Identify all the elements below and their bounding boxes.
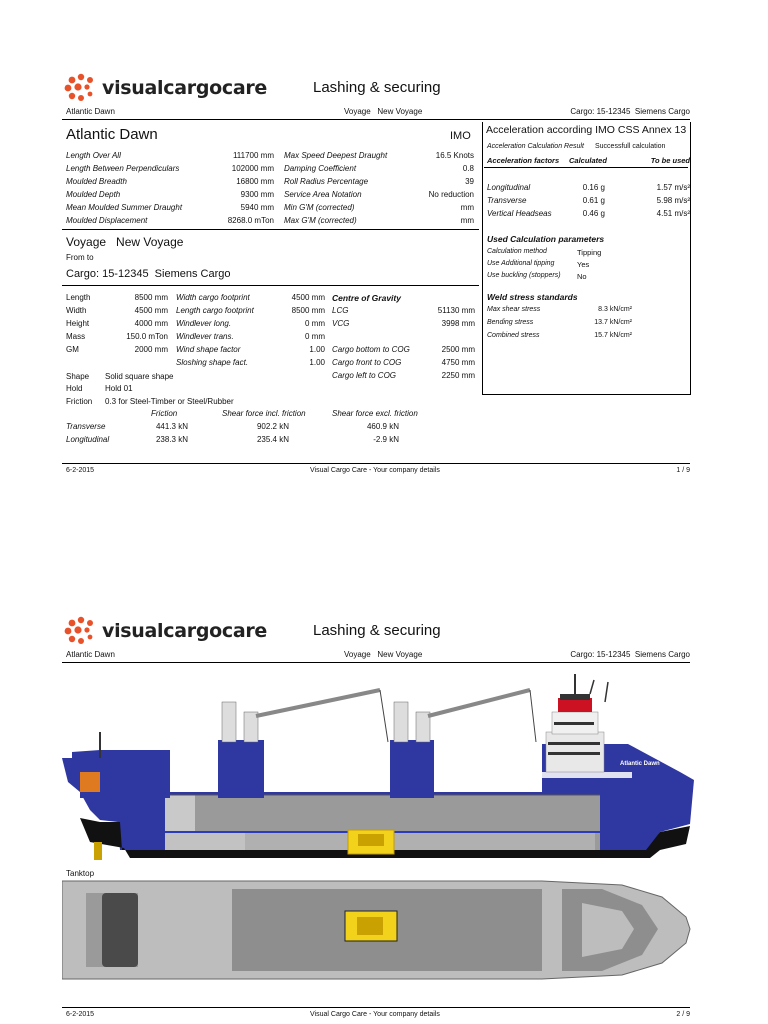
row-value: 3998 mm [441, 319, 475, 328]
row-label: Length Between Perpendiculars [66, 164, 180, 173]
footer-date-1: 6-2-2015 [66, 467, 95, 474]
brand-logo [64, 73, 267, 103]
accel-box-right [690, 122, 691, 395]
row-label: Length cargo footprint [176, 306, 254, 315]
row-value: 5940 mm [240, 203, 274, 212]
row-value: 16800 mm [236, 177, 274, 186]
voyage-from-to: From to [66, 253, 94, 262]
shape-value: Solid square shape [105, 372, 174, 381]
hold-value: Hold 01 [105, 384, 133, 393]
row-label: Damping Coefficient [284, 164, 357, 173]
footer-date-2: 6-2-2015 [66, 1011, 95, 1018]
cog-title: Centre of Gravity [332, 293, 401, 303]
voyage-title: Voyage New Voyage [66, 235, 184, 249]
row-value: 4500 mm [134, 306, 168, 315]
row-value: Tipping [577, 248, 602, 257]
header-voyage: Voyage New Voyage [344, 107, 423, 116]
ship-side-view [60, 672, 694, 868]
header-cargo: Cargo: 15-12345 Siemens Cargo [570, 107, 690, 116]
hull-name-label: Atlantic Dawn [620, 761, 660, 767]
row-label: LCG [332, 306, 349, 315]
row-value: 0 mm [305, 332, 325, 341]
accel-row-label: Vertical Headseas [487, 209, 552, 218]
footer-rule-2 [62, 1007, 690, 1008]
row-value: 4000 mm [134, 319, 168, 328]
row-value: 0 mm [305, 319, 325, 328]
ship-rule [62, 229, 479, 230]
row-label: Mass [66, 332, 86, 341]
accel-calculated: 0.46 g [582, 209, 605, 218]
row-value: 1.00 [309, 345, 325, 354]
row-value: 16.5 Knots [435, 151, 474, 160]
row-label: Combined stress [487, 332, 540, 339]
row-label: Width cargo footprint [176, 293, 250, 302]
row-label: GM [66, 345, 79, 354]
row-label: Use buckling (stoppers) [487, 272, 561, 279]
header-voyage-2: Voyage New Voyage [344, 650, 423, 659]
row-label: Cargo front to COG [332, 358, 402, 367]
accel-row-label: Longitudinal [487, 183, 531, 192]
row-label: Windlever long. [176, 319, 232, 328]
row-value: 111700 mm [232, 151, 274, 160]
friction-header-incl: Shear force incl. friction [222, 409, 306, 418]
shear-excl-value: -2.9 kN [373, 435, 399, 444]
accel-title: Acceleration according IMO CSS Annex 13 [486, 124, 687, 136]
row-value: 2500 mm [441, 345, 475, 354]
row-value: 4500 mm [291, 293, 325, 302]
header-rule [62, 119, 690, 120]
footer-page-1: 1 / 9 [676, 467, 690, 474]
accel-result-value: Successfull calculation [595, 143, 666, 150]
row-label: Moulded Breadth [66, 177, 127, 186]
row-label: Min G'M (corrected) [284, 203, 355, 212]
row-label: Length Over All [66, 151, 121, 160]
friction-row-label: Longitudinal [66, 435, 110, 444]
shear-incl-value: 235.4 kN [256, 435, 289, 444]
params-title: Used Calculation parameters [487, 234, 605, 244]
accel-box-left [482, 122, 483, 395]
friction-label: Friction [66, 397, 93, 406]
logo-dots-icon [64, 616, 98, 646]
row-value: No [577, 272, 587, 281]
logo-dots-icon [64, 73, 98, 103]
row-value: 9300 mm [240, 190, 274, 199]
footer-company-1: Visual Cargo Care - Your company details [310, 467, 440, 474]
row-label: Max Speed Deepest Draught [284, 151, 388, 160]
accel-to-be-used: 5.98 m/s² [656, 196, 690, 205]
row-label: Bending stress [487, 319, 534, 326]
row-label: Max shear stress [487, 306, 541, 313]
friction-header-excl: Shear force excl. friction [332, 409, 418, 418]
tanktop-plan-view [62, 879, 694, 981]
friction-value: 238.3 kN [155, 435, 188, 444]
brand-logo-2 [64, 616, 267, 646]
row-label: Cargo left to COG [332, 371, 397, 380]
row-value: 0.8 [462, 164, 474, 173]
accel-box-bottom [482, 394, 690, 395]
row-label: Moulded Displacement [66, 216, 148, 225]
shear-excl-value: 460.9 kN [366, 422, 399, 431]
row-value: 51130 mm [437, 306, 475, 315]
friction-row-label: Transverse [66, 422, 106, 431]
row-value: 150.0 mTon [126, 332, 168, 341]
row-value: 2000 mm [134, 345, 168, 354]
footer-rule-1 [62, 463, 690, 464]
row-value: 15.7 kN/cm² [594, 332, 632, 339]
footer-page-2: 2 / 9 [676, 1011, 690, 1018]
hold-label: Hold [66, 384, 83, 393]
shear-incl-value: 902.2 kN [256, 422, 289, 431]
row-label: Calculation method [487, 248, 547, 255]
row-value: 2250 mm [441, 371, 475, 380]
row-value: 8500 mm [134, 293, 168, 302]
accel-result-label: Acceleration Calculation Result [487, 143, 584, 150]
weld-title: Weld stress standards [487, 292, 578, 302]
friction-header-friction: Friction [151, 409, 178, 418]
row-label: Width [66, 306, 87, 315]
tanktop-label: Tanktop [66, 869, 95, 878]
row-label: Height [66, 319, 90, 328]
brand-name-2: visualcargocare [102, 620, 268, 642]
header-ship: Atlantic Dawn [66, 107, 115, 116]
row-label: Wind shape factor [176, 345, 241, 354]
row-label: Roll Radius Percentage [284, 177, 369, 186]
cargo-rule [62, 285, 479, 286]
header-rule-2 [62, 662, 690, 663]
row-label: Cargo bottom to COG [332, 345, 410, 354]
row-label: VCG [332, 319, 350, 328]
accel-calculated: 0.61 g [582, 196, 605, 205]
row-label: Moulded Depth [66, 190, 121, 199]
row-value: 1.00 [309, 358, 325, 367]
row-label: Use Additional tipping [487, 260, 555, 267]
friction-value: 441.3 kN [155, 422, 188, 431]
accel-header-calculated: Calculated [569, 156, 607, 165]
row-label: Mean Moulded Summer Draught [66, 203, 183, 212]
accel-header-factors: Acceleration factors [487, 156, 560, 165]
row-label: Windlever trans. [176, 332, 234, 341]
ship-name: Atlantic Dawn [66, 126, 158, 143]
shape-label: Shape [66, 372, 90, 381]
brand-name: visualcargocare [102, 77, 268, 99]
accel-to-be-used: 4.51 m/s² [656, 209, 690, 218]
footer-company-2: Visual Cargo Care - Your company details [310, 1011, 440, 1018]
row-value: 8500 mm [291, 306, 325, 315]
row-value: 8268.0 mTon [227, 216, 274, 225]
ship-class: IMO [450, 130, 471, 142]
accel-to-be-used: 1.57 m/s² [656, 183, 690, 192]
header-cargo-2: Cargo: 15-12345 Siemens Cargo [570, 650, 690, 659]
row-value: mm [460, 203, 474, 212]
page-title-2: Lashing & securing [313, 622, 441, 639]
cargo-title: Cargo: 15-12345 Siemens Cargo [66, 268, 231, 280]
row-value: 4750 mm [441, 358, 475, 367]
row-value: 13.7 kN/cm² [594, 319, 632, 326]
row-value: 8.3 kN/cm² [598, 306, 632, 313]
row-label: Max G'M (corrected) [284, 216, 357, 225]
row-value: 102000 mm [231, 164, 274, 173]
row-label: Service Area Notation [284, 190, 362, 199]
accel-header-rule [484, 167, 688, 168]
friction-value: 0.3 for Steel-Timber or Steel/Rubber [105, 397, 234, 406]
accel-row-label: Transverse [487, 196, 527, 205]
page-title: Lashing & securing [313, 79, 441, 96]
row-value: mm [460, 216, 474, 225]
header-ship-2: Atlantic Dawn [66, 650, 115, 659]
accel-calculated: 0.16 g [582, 183, 605, 192]
accel-header-tobeused: To be used [650, 156, 690, 165]
row-label: Length [66, 293, 91, 302]
row-value: No reduction [428, 190, 474, 199]
row-label: Sloshing shape fact. [176, 358, 249, 367]
row-value: Yes [577, 260, 590, 269]
row-value: 39 [465, 177, 474, 186]
